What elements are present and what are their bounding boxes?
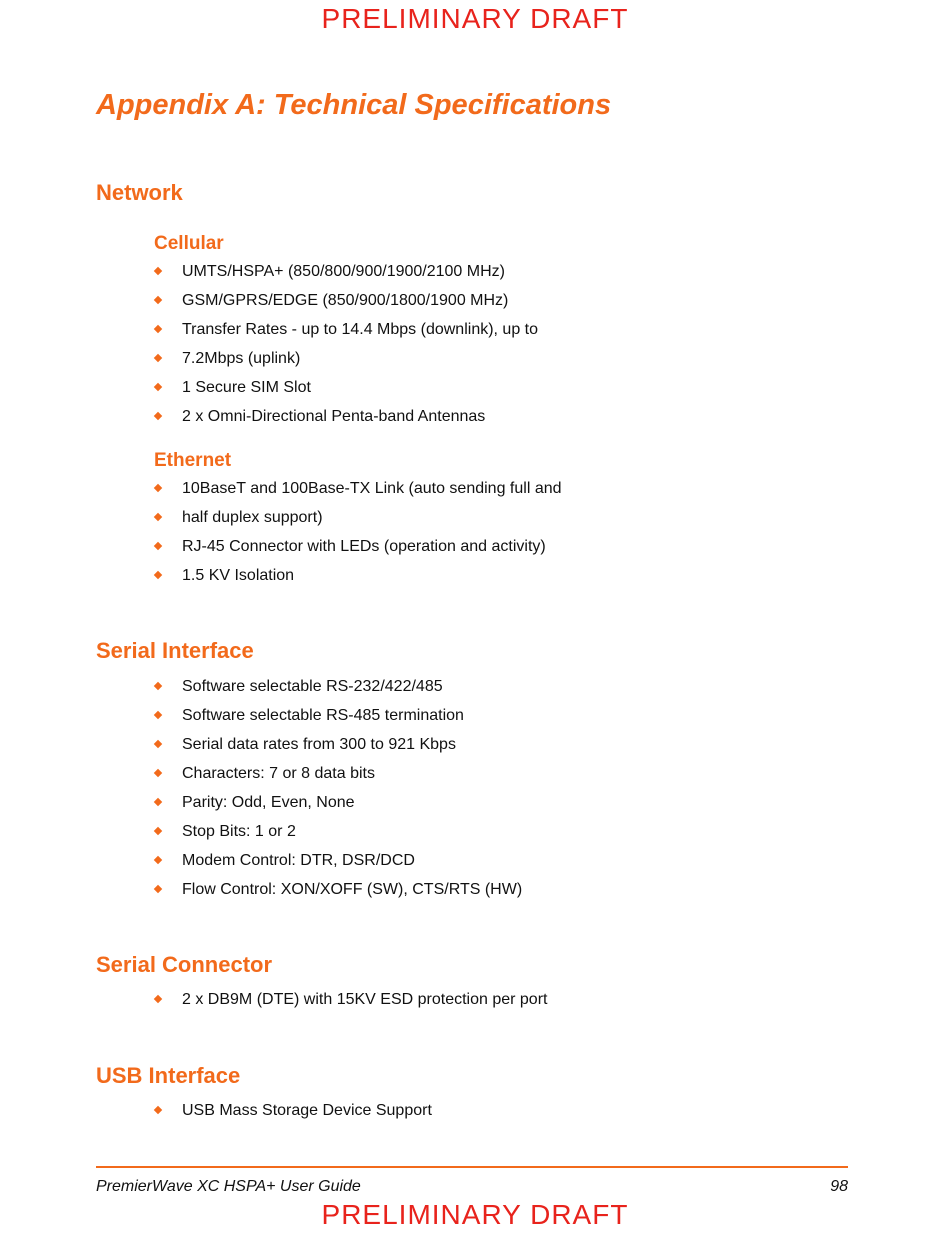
diamond-bullet-icon bbox=[154, 740, 162, 748]
diamond-bullet-icon bbox=[154, 798, 162, 806]
footer-page-number: 98 bbox=[830, 1178, 848, 1195]
list-item: UMTS/HSPA+ (850/800/900/1900/2100 MHz) bbox=[154, 262, 538, 291]
ethernet-list bbox=[154, 479, 562, 595]
diamond-bullet-icon bbox=[154, 1106, 162, 1114]
list-item: Flow Control: XON/XOFF (SW), CTS/RTS (HW) bbox=[154, 880, 522, 909]
footer-guide-title: PremierWave XC HSPA+ User Guide bbox=[96, 1178, 361, 1195]
ethernet-heading: Ethernet bbox=[154, 450, 232, 471]
cellular-list bbox=[154, 262, 538, 436]
list-item: Stop Bits: 1 or 2 bbox=[154, 822, 522, 851]
diamond-bullet-icon bbox=[154, 354, 162, 362]
list-item: Transfer Rates - up to 14.4 Mbps (downlink), up to bbox=[154, 320, 538, 349]
diamond-bullet-icon bbox=[154, 325, 162, 333]
diamond-bullet-icon bbox=[154, 267, 162, 275]
serial-interface-list bbox=[154, 677, 522, 909]
diamond-bullet-icon bbox=[154, 827, 162, 835]
list-item: GSM/GPRS/EDGE (850/900/1800/1900 MHz) bbox=[154, 291, 538, 320]
diamond-bullet-icon bbox=[154, 856, 162, 864]
list-item: half duplex support) bbox=[154, 508, 562, 537]
serial-connector-list bbox=[154, 990, 547, 1019]
diamond-bullet-icon bbox=[154, 513, 162, 521]
diamond-bullet-icon bbox=[154, 995, 162, 1003]
list-item: 1.5 KV Isolation bbox=[154, 566, 562, 595]
list-item: 2 x Omni-Directional Penta-band Antennas bbox=[154, 407, 538, 436]
list-item: 1 Secure SIM Slot bbox=[154, 378, 538, 407]
diamond-bullet-icon bbox=[154, 682, 162, 690]
diamond-bullet-icon bbox=[154, 484, 162, 492]
usb-interface-list bbox=[154, 1101, 432, 1130]
diamond-bullet-icon bbox=[154, 885, 162, 893]
cellular-heading: Cellular bbox=[154, 233, 224, 254]
list-item: Characters: 7 or 8 data bits bbox=[154, 764, 522, 793]
usb-interface-heading: USB Interface bbox=[96, 1063, 241, 1088]
diamond-bullet-icon bbox=[154, 542, 162, 550]
list-item: RJ-45 Connector with LEDs (operation and activity) bbox=[154, 537, 562, 566]
list-item: 2 x DB9M (DTE) with 15KV ESD protection per port bbox=[154, 990, 547, 1019]
watermark-top: PRELIMINARY DRAFT bbox=[321, 3, 629, 34]
list-item: 10BaseT and 100Base-TX Link (auto sending full and bbox=[154, 479, 562, 508]
diamond-bullet-icon bbox=[154, 412, 162, 420]
diamond-bullet-icon bbox=[154, 296, 162, 304]
list-item: Software selectable RS-485 termination bbox=[154, 706, 522, 735]
watermark-bottom: PRELIMINARY DRAFT bbox=[321, 1199, 629, 1230]
diamond-bullet-icon bbox=[154, 711, 162, 719]
diamond-bullet-icon bbox=[154, 383, 162, 391]
list-item: 7.2Mbps (uplink) bbox=[154, 349, 538, 378]
list-item: Modem Control: DTR, DSR/DCD bbox=[154, 851, 522, 880]
footer-divider bbox=[96, 1166, 848, 1168]
appendix-title: Appendix A: Technical Specifications bbox=[96, 89, 612, 121]
diamond-bullet-icon bbox=[154, 571, 162, 579]
list-item: USB Mass Storage Device Support bbox=[154, 1101, 432, 1130]
serial-interface-heading: Serial Interface bbox=[96, 638, 254, 663]
list-item: Software selectable RS-232/422/485 bbox=[154, 677, 522, 706]
list-item: Serial data rates from 300 to 921 Kbps bbox=[154, 735, 522, 764]
serial-connector-heading: Serial Connector bbox=[96, 952, 273, 977]
list-item: Parity: Odd, Even, None bbox=[154, 793, 522, 822]
network-heading: Network bbox=[96, 180, 183, 205]
diamond-bullet-icon bbox=[154, 769, 162, 777]
